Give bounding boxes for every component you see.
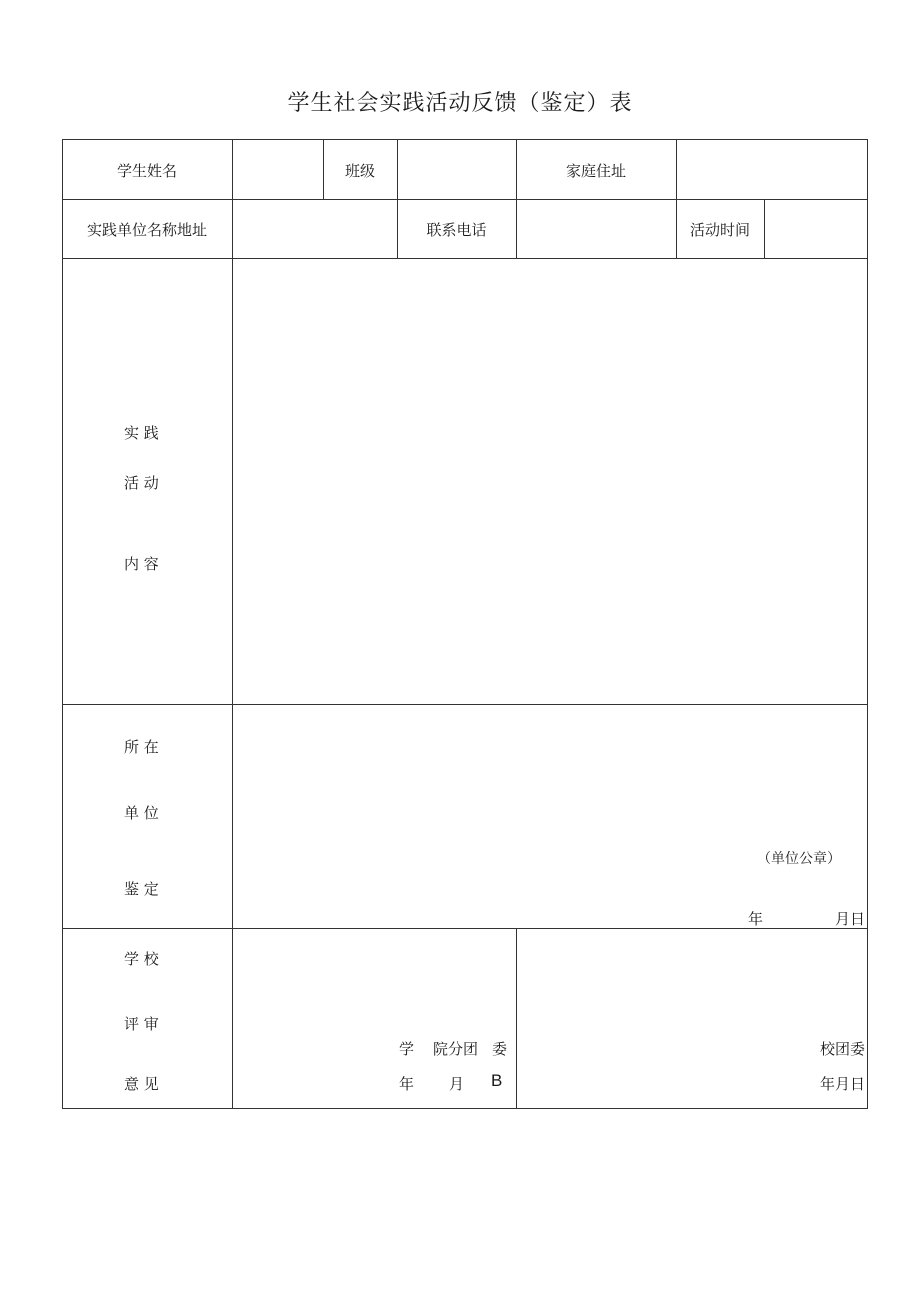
review-label-line1: 学 校: [124, 950, 159, 968]
content-label-line2: 活 动: [124, 474, 159, 492]
table-border-right: [867, 139, 868, 1109]
review-label-line2: 评 审: [124, 1015, 159, 1033]
table-border-left: [62, 139, 63, 1109]
home-address-label: 家庭住址: [565, 162, 626, 180]
activity-time-label: 活动时间: [689, 221, 750, 239]
unit-appraisal-field[interactable]: [233, 705, 867, 928]
row-divider-1: [62, 199, 868, 200]
student-name-field[interactable]: [233, 140, 323, 199]
appraisal-label-line3: 鉴 定: [124, 880, 159, 898]
college-review-field[interactable]: [233, 929, 516, 1108]
home-address-field[interactable]: [677, 140, 867, 199]
college-committee-text-3: 委: [492, 1040, 508, 1058]
appraisal-label-line1: 所 在: [124, 738, 159, 756]
activity-content-field[interactable]: [233, 259, 867, 704]
table-border-bottom: [62, 1108, 868, 1109]
content-label-line1: 实 践: [124, 424, 159, 442]
phone-field[interactable]: [517, 200, 676, 258]
college-committee-text-2: 院分团: [433, 1040, 479, 1058]
practice-unit-label: 实践单位名称地址: [86, 221, 207, 239]
college-committee-text-1: 学: [399, 1040, 415, 1058]
appraisal-date-month-day: 月日: [835, 910, 866, 928]
practice-unit-field[interactable]: [233, 200, 397, 258]
appraisal-label-line2: 单 位: [124, 804, 159, 822]
class-label: 班级: [344, 162, 375, 180]
form-title: 学生社会实践活动反馈（鉴定）表: [287, 91, 633, 116]
unit-seal-text: （单位公章）: [757, 851, 841, 867]
class-field[interactable]: [398, 140, 516, 199]
college-date-day: B: [491, 1071, 503, 1090]
appraisal-date-year: 年: [748, 910, 764, 928]
review-label-line3: 意 见: [124, 1075, 159, 1093]
phone-label: 联系电话: [426, 221, 487, 239]
college-date-year: 年: [399, 1075, 415, 1093]
content-label-line3: 内 容: [124, 555, 159, 573]
college-date-month: 月: [449, 1075, 465, 1093]
activity-time-field[interactable]: [765, 200, 867, 258]
school-date-text: 年月日: [820, 1075, 866, 1093]
school-review-field[interactable]: [517, 929, 867, 1108]
school-committee-text: 校团委: [820, 1040, 866, 1058]
student-name-label: 学生姓名: [116, 162, 177, 180]
